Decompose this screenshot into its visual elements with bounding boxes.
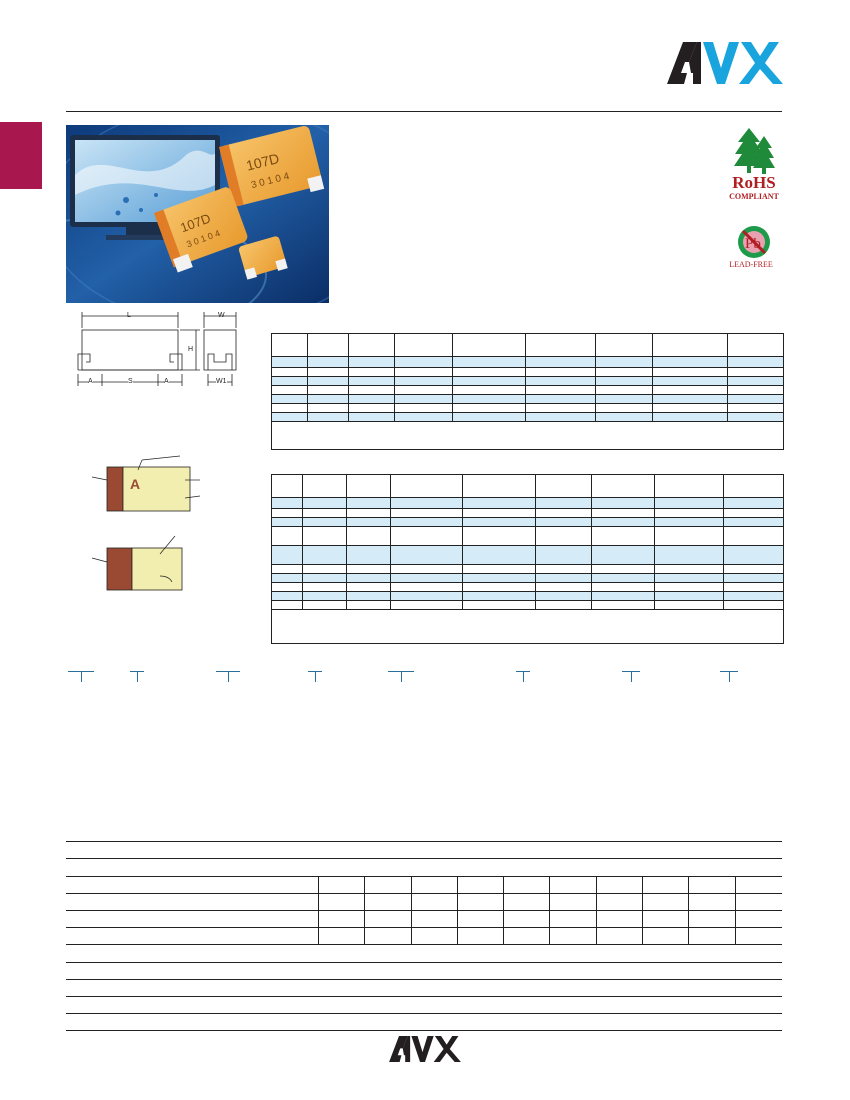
ratings-table xyxy=(271,474,784,644)
table-row xyxy=(272,509,783,518)
header-rule xyxy=(66,111,782,112)
polarity-mark: A xyxy=(130,476,141,492)
case-dimensions-table xyxy=(271,333,784,450)
table-row xyxy=(272,574,783,583)
dim-label-w: W xyxy=(218,312,225,319)
table-row xyxy=(272,592,783,601)
rohs-compliant-label: COMPLIANT xyxy=(729,192,779,201)
svg-text:3 0 1 0 4: 3 0 1 0 4 xyxy=(185,228,222,250)
table-row xyxy=(272,546,783,565)
table-row xyxy=(272,368,783,377)
table-row xyxy=(272,565,783,574)
table-row xyxy=(272,583,783,592)
dim-label-h: H xyxy=(188,346,194,353)
lead-free-label: LEAD-FREE xyxy=(729,260,773,269)
chip-marking-large: 107D xyxy=(244,150,281,174)
table-row xyxy=(272,386,783,395)
table-row xyxy=(272,377,783,386)
avx-logo-footer xyxy=(387,1036,463,1067)
table-row xyxy=(272,498,783,509)
rohs-label: RoHS xyxy=(732,173,776,192)
svg-text:3 0 1 0 4: 3 0 1 0 4 xyxy=(250,171,291,192)
section-tab-marker xyxy=(0,122,42,189)
dim-label-s: S xyxy=(128,378,133,385)
product-photo xyxy=(66,125,329,303)
table-row xyxy=(272,601,783,610)
avx-logo xyxy=(667,42,783,89)
table-row xyxy=(272,518,783,527)
svg-text:107D: 107D xyxy=(178,210,213,236)
table-header-row xyxy=(272,334,783,357)
dim-label-a-left: A xyxy=(88,378,93,385)
rohs-tree-icon xyxy=(734,128,776,179)
dim-label-l: L xyxy=(127,312,131,319)
table-row xyxy=(272,413,783,422)
lead-free-icon xyxy=(736,224,772,265)
dim-label-w1: W1 xyxy=(216,378,227,385)
table-row xyxy=(272,527,783,546)
table-row xyxy=(272,395,783,404)
svg-text:Pb: Pb xyxy=(745,236,761,252)
dimension-drawing xyxy=(68,310,248,399)
marking-diagram xyxy=(90,452,200,597)
table-header-row xyxy=(272,475,783,498)
dim-label-a-right: A xyxy=(164,378,169,385)
table-row xyxy=(272,404,783,413)
table-row xyxy=(272,357,783,368)
